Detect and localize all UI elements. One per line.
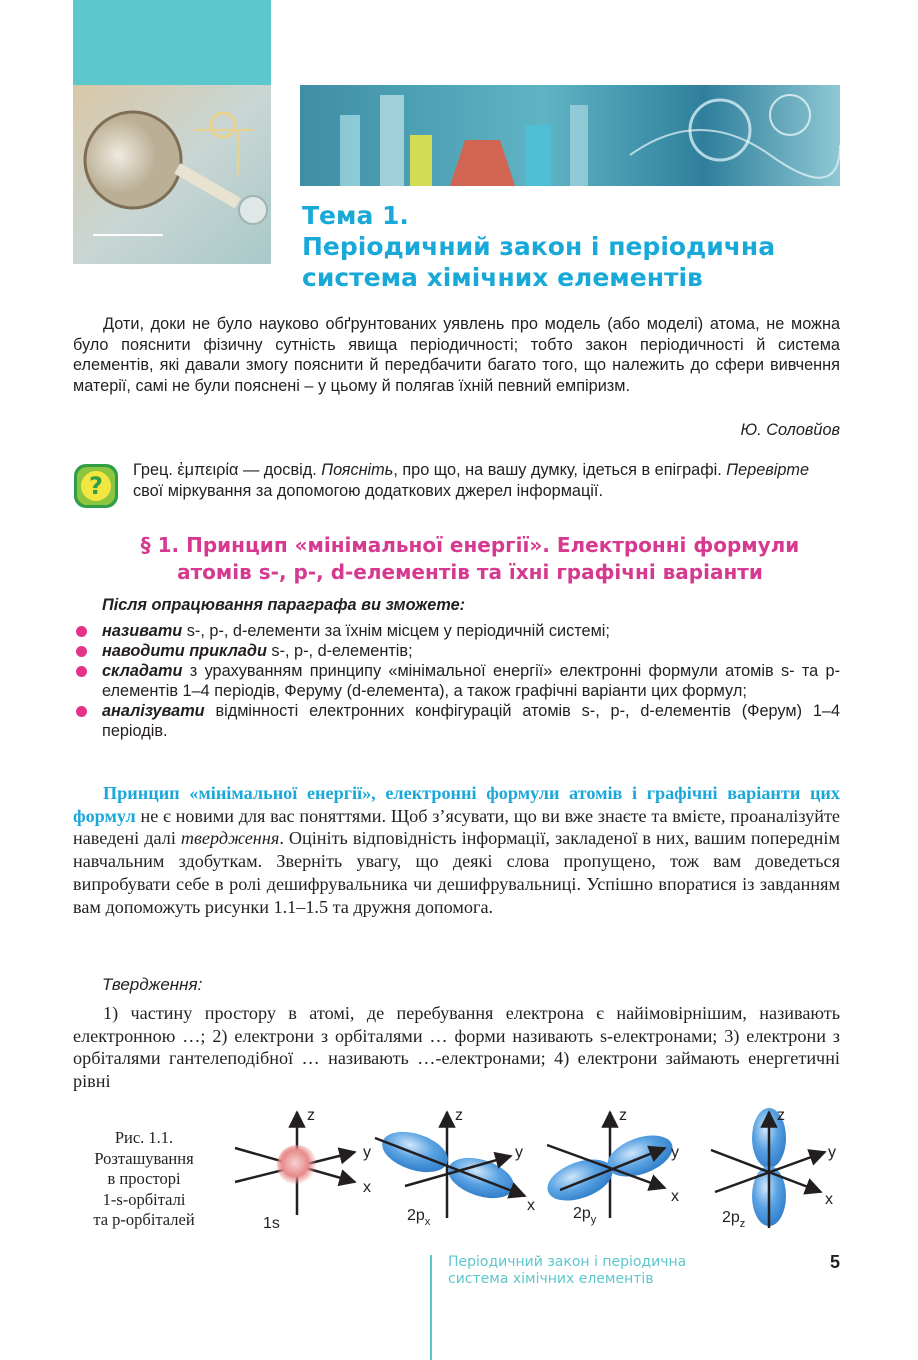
list-item bbox=[73, 661, 840, 701]
orbital-1s-label: 1s bbox=[263, 1215, 280, 1232]
caption-line1: Рис. 1.1. bbox=[114, 1128, 174, 1147]
axis-y-label: y bbox=[363, 1144, 371, 1161]
body-text1: не є новими для вас поняттями. Щоб з’ясувати, що ви вже знаєте та вмієте, проаналізуйте наведені далі bbox=[73, 805, 840, 849]
orbital-2py-label bbox=[573, 1205, 597, 1226]
caption-line2: Розташування bbox=[94, 1148, 194, 1168]
objective-rest: s-, p-, d-елементи за їхнім місцем у періодичній системі; bbox=[182, 622, 610, 640]
axis-y-label: y bbox=[515, 1144, 523, 1161]
orbital-2px-label bbox=[407, 1207, 431, 1228]
axis-x-label: x bbox=[363, 1179, 371, 1196]
orbitals-figure bbox=[225, 1100, 850, 1240]
theme-title-line2: Періодичний закон і періодична bbox=[302, 232, 776, 261]
page-number: 5 bbox=[829, 1252, 840, 1272]
orbital-2p-text: 2p bbox=[573, 1205, 591, 1222]
orbital-sub-y: y bbox=[590, 1214, 597, 1226]
question-part2: , про що, на вашу думку, ідеться в епіграфі. bbox=[393, 461, 727, 479]
statements-text: 1) частину простору в атомі, де перебування електрона є найімовірнішим, називають електронною …; 2) електрони з орбіталями … форми називають s-електронами; 3) електрони з орбіталями гантелеподібної … називають …-електронами; 4) електрони займають енергетичні рівні bbox=[73, 1003, 840, 1092]
axis-z-label: z bbox=[307, 1107, 315, 1124]
axis-x-label: x bbox=[825, 1191, 833, 1208]
body-accent: Принцип «мінімальної енергії», електронні формули атомів і графічні варіанти цих формул bbox=[73, 783, 840, 826]
orbital-sub-z: z bbox=[739, 1218, 746, 1230]
orbital-2pz bbox=[711, 1107, 836, 1230]
orbital-2pz-label bbox=[722, 1209, 745, 1230]
section-title-line2: атомів s-, p-, d-елементів та їхні графічні варіанти bbox=[177, 560, 763, 584]
footer-title-line2: система хімічних елементів bbox=[448, 1271, 654, 1287]
axis-x-label: x bbox=[527, 1197, 535, 1214]
objective-verb: складати bbox=[102, 662, 183, 680]
axis-z-label: z bbox=[619, 1107, 627, 1124]
axis-x-label: x bbox=[671, 1188, 679, 1205]
list-item bbox=[73, 641, 840, 661]
list-item bbox=[73, 621, 840, 641]
objective-rest: s-, p-, d-елементів; bbox=[266, 642, 413, 660]
orbital-2py bbox=[542, 1107, 679, 1226]
caption-line4: 1-s-орбіталі bbox=[102, 1189, 186, 1209]
statements-label: Твердження: bbox=[102, 975, 203, 994]
objectives-list bbox=[73, 621, 840, 741]
question-check: Перевірте bbox=[726, 461, 810, 479]
caption-line5: та p-орбіталей bbox=[93, 1210, 195, 1229]
axis-y-label: y bbox=[828, 1144, 836, 1161]
body-text2: . Оцініть відповідність інформації, закладеної в них, вашим попереднім навчальним здобуткам. Зверніть увагу, що деякі слова пропущено, тож вам доведеться випробувати себе в ролі дешифрувальника чи дешифрувальниці. Успішно впоратися із завданням вам допоможуть рисунки 1.1–1.5 та дружня допомога. bbox=[73, 828, 840, 917]
question-part3: свої міркування за допомогою додаткових джерел інформації. bbox=[133, 482, 603, 500]
objective-verb: аналізувати bbox=[102, 702, 205, 720]
question-icon bbox=[73, 463, 119, 509]
footer-running-title bbox=[448, 1254, 686, 1288]
orbital-sub-x: x bbox=[424, 1216, 431, 1228]
orbital-2px bbox=[375, 1107, 535, 1228]
caption-line3: в просторі bbox=[107, 1169, 181, 1188]
list-item bbox=[73, 701, 840, 741]
header-lab-photo bbox=[73, 85, 271, 264]
objective-rest: з урахуванням принципу «мінімальної енергії» електронні формули атомів s- та p-елементів 1–4 періодів, Феруму (d-елемента), а також графічні варіанти цих формул; bbox=[102, 662, 840, 700]
figure-caption bbox=[73, 1128, 215, 1231]
theme-title bbox=[302, 200, 862, 293]
question-part1: Грец. ἐμπειρία — досвід. bbox=[133, 461, 322, 479]
axis-z-label: z bbox=[455, 1107, 463, 1124]
footer-title-line1: Періодичний закон і періодична bbox=[448, 1254, 687, 1270]
epigraph-text: Доти, доки не було науково обґрунтованих уявлень про модель (або моделі) атома, не можна було пояснити фізичну сутність явища періодичності; тобто закон періодичності й система елементів, які давали змогу пояснити й передбачити багато того, що належить до сфери вивчення матерії, самі не були пояснені – у цьому й полягав їхній певний емпіризм. bbox=[73, 315, 840, 395]
question-explain: Поясніть bbox=[321, 461, 394, 479]
axis-y-label: y bbox=[671, 1144, 679, 1161]
question-text bbox=[133, 460, 840, 502]
footer-divider bbox=[430, 1255, 432, 1360]
objective-verb: наводити приклади bbox=[102, 642, 267, 660]
section-title bbox=[73, 532, 867, 586]
objectives-heading: Після опрацювання параграфа ви зможете: bbox=[102, 596, 466, 614]
body-italic: твердження bbox=[180, 828, 280, 849]
section-title-line1: § 1. Принцип «мінімальної енергії». Електронні формули bbox=[140, 533, 800, 557]
epigraph-author: Ю. Соловйов bbox=[740, 421, 840, 439]
orbital-2p-text: 2p bbox=[722, 1209, 740, 1226]
theme-title-line1: Тема 1. bbox=[302, 201, 409, 230]
axis-z-label: z bbox=[777, 1107, 785, 1124]
orbital-1s bbox=[235, 1107, 371, 1232]
objective-verb: називати bbox=[102, 622, 183, 640]
svg-text:?: ? bbox=[89, 472, 103, 500]
objective-rest: відмінності електронних конфігурацій атомів s-, p-, d-елементів (Ферум) 1–4 періодів. bbox=[102, 702, 840, 740]
body-paragraph bbox=[73, 782, 840, 918]
theme-title-line3: система хімічних елементів bbox=[302, 263, 703, 292]
header-flasks-photo bbox=[300, 85, 840, 186]
orbital-2p-text: 2p bbox=[407, 1207, 425, 1224]
